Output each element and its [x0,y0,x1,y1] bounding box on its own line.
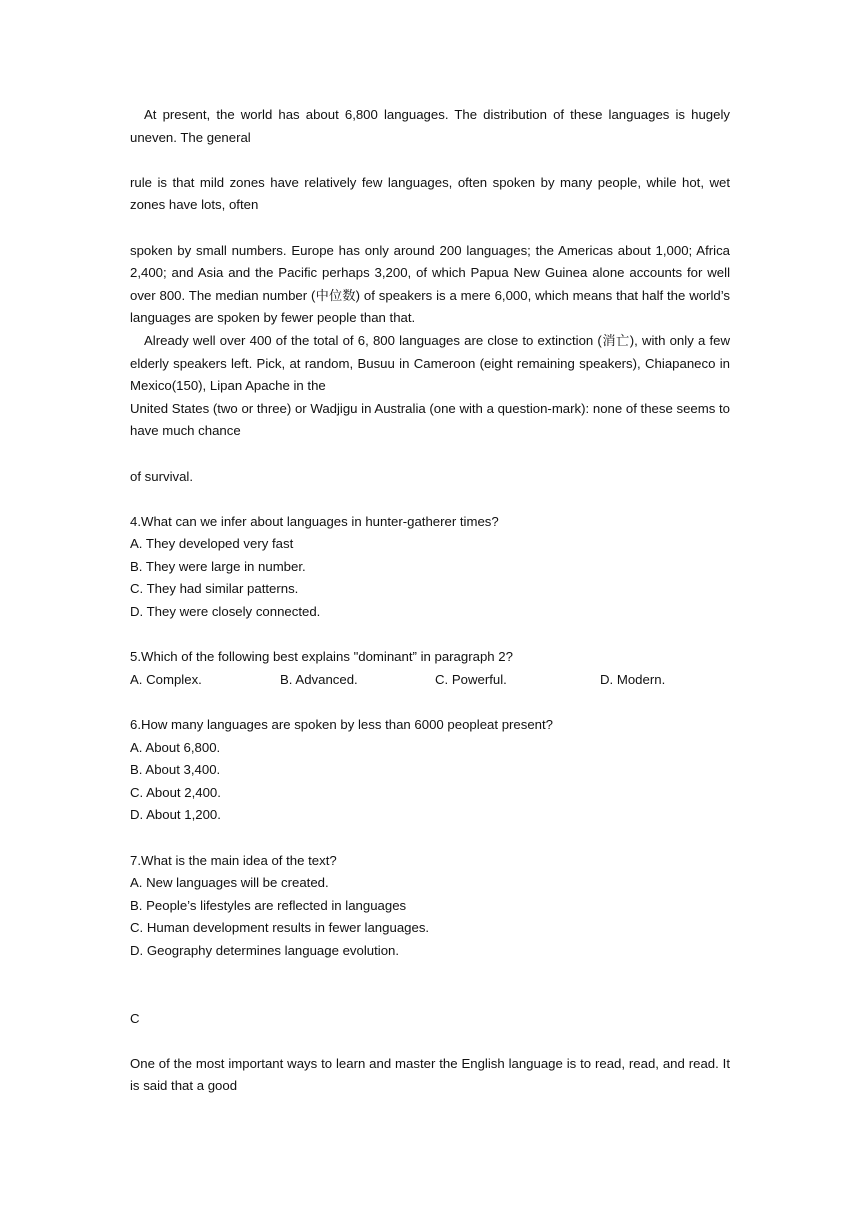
option-c: C. Powerful. [435,671,507,687]
option-a: A. They developed very fast [130,536,294,552]
question-stem: 5.Which of the following best explains "dominant” in paragraph 2? [130,649,513,665]
passage-paragraph-2-line-3: of survival. [130,468,194,484]
options-row [130,669,730,692]
document-body [130,104,730,1098]
question-stem: 7.What is the main idea of the text? [130,852,337,868]
option-c: C. Human development results in fewer languages. [130,920,430,936]
question-4 [130,511,730,624]
passage-paragraph-1-line-2: rule is that mild zones have relatively few languages, often spoken by many people, while hot, wet zones have lots, often [130,174,730,213]
passage-paragraph-2-line-1: Already well over 400 of the total of 6, 800 languages are close to extinction (消亡), with only a few elderly speakers left. Pick, at random, Busuu in Cameroon (eight remaining speakers), Chiapaneco in Mexico(150), Lipan Apache in the [130,332,730,394]
option-b: B. Advanced. [280,671,358,687]
passage-paragraph-2-line-2: United States (two or three) or Wadjigu in Australia (one with a question-mark): none of these seems to have much chance [130,400,730,439]
option-b: B. People’s lifestyles are reflected in languages [130,897,407,913]
section-c-heading: C [130,1010,140,1026]
option-c: C. About 2,400. [130,784,221,800]
option-c: C. They had similar patterns. [130,581,299,597]
question-6 [130,714,730,827]
option-d: D. Modern. [600,671,666,687]
passage-paragraph-1-line-1: At present, the world has about 6,800 languages. The distribution of these languages is hugely uneven. The general [130,107,730,145]
option-a: A. About 6,800. [130,739,221,755]
option-d: D. Geography determines language evolution. [130,942,400,958]
option-b: B. They were large in number. [130,558,306,574]
question-7 [130,850,730,963]
option-a: A. New languages will be created. [130,875,329,891]
option-b: B. About 3,400. [130,762,221,778]
option-a: A. Complex. [130,671,202,687]
section-c-intro: One of the most important ways to learn and master the English language is to read, read, and read. It is said that a good [130,1055,730,1094]
question-stem: 6.How many languages are spoken by less than 6000 peopleat present? [130,717,554,733]
passage-paragraph-1-line-3: spoken by small numbers. Europe has only around 200 languages; the Americas about 1,000; Africa 2,400; and Asia and the Pacific perhaps 3,200, of which Papua New Guinea alone accounts for well over 800. The median number (中位数) of speakers is a mere 6,000, which means that half the world’s languages are spoken by fewer people than that. [130,242,730,326]
option-d: D. They were closely connected. [130,604,321,620]
option-d: D. About 1,200. [130,807,221,823]
question-stem: 4.What can we infer about languages in hunter-gatherer times? [130,513,499,529]
question-5 [130,646,730,691]
